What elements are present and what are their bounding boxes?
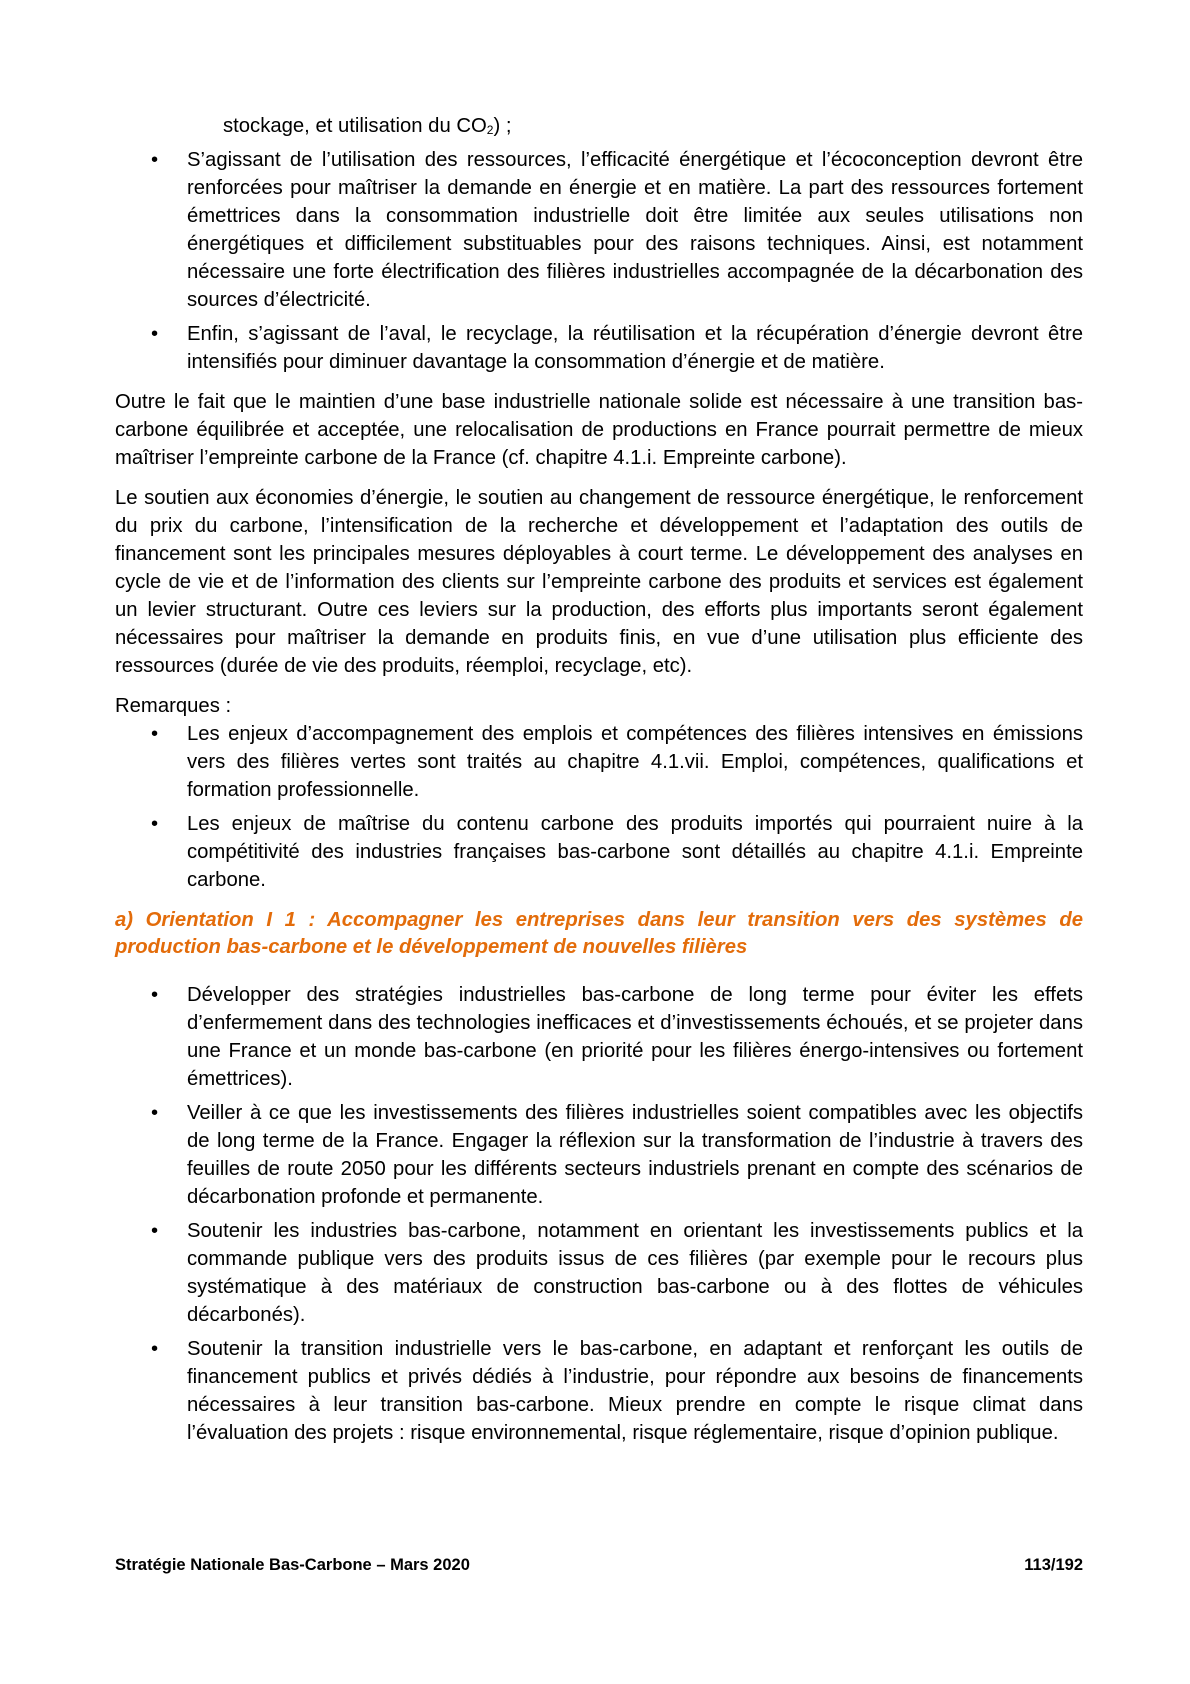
bullet-icon: • [151,723,159,745]
list-item [115,1099,1083,1211]
list-item-text: Les enjeux de maîtrise du contenu carbone des produits importés qui pourraient nuire à la compétitivité des industries françaises bas-carbone sont détaillés au chapitre 4.1.i. Empreinte carbone. [187,813,1083,891]
bullet-icon: • [151,323,159,345]
remarks-label: Remarques : [115,695,232,717]
page-footer [115,1556,1083,1575]
paragraph-measures: Le soutien aux économies d’énergie, le soutien au changement de ressource énergétique, le renforcement du prix du carbone, l’intensification de la recherche et développement et l’adaptation des outils de financement sont les principales mesures déployables à court terme. Le développement des analyses en cycle de vie et de l’information des clients sur l’empreinte carbone des produits et services est également un levier structurant. Outre ces leviers sur la production, des efforts plus importants seront également nécessaires pour maîtriser la demande en produits finis, en vue d’une utilisation plus efficiente des ressources (durée de vie des produits, réemploi, recyclage, etc). [115,487,1083,677]
subscript-2: 2 [486,123,494,137]
list-item [115,720,1083,804]
list-item-text: Les enjeux d’accompagnement des emplois et compétences des filières intensives en émissions vers des filières vertes sont traités au chapitre 4.1.vii. Emploi, compétences, qualifications et formation professionnelle. [187,723,1083,801]
section-heading: a) Orientation I 1 : Accompagner les entreprises dans leur transition vers des systèmes de production bas-carbone et le développement de nouvelles filières [115,909,1083,958]
footer-title: Stratégie Nationale Bas-Carbone – Mars 2020 [115,1556,470,1574]
continuation-line [115,112,1083,140]
bullet-icon: • [151,984,159,1007]
bullet-icon: • [151,813,159,835]
bullet-icon: • [151,1102,159,1125]
page-number: 113/192 [1024,1556,1083,1574]
bullet-icon: • [151,149,159,171]
continuation-text: stockage, et utilisation du CO [223,115,487,137]
bullet-list-orientation [115,981,1083,1447]
list-item [115,810,1083,894]
list-item-text: Soutenir les industries bas-carbone, notamment en orientant les investissements publics et la commande publique vers des produits issus de ces filières (par exemple pour le recours plus systématique à des matériaux de construction bas-carbone ou à des flottes de véhicules décarbonés). [187,1220,1083,1327]
list-item [115,981,1083,1093]
bullet-icon: • [151,1338,159,1361]
bullet-list-resources [115,146,1083,376]
list-item-text: S’agissant de l’utilisation des ressources, l’efficacité énergétique et l’écoconception devront être renforcées pour maîtriser la demande en énergie et en matière. La part des ressources fortement émettrices dans la consommation industrielle doit être limitée aux seules utilisations non énergétiques et difficilement substituables pour des raisons techniques. Ainsi, est notamment nécessaire une forte électrification des filières industrielles accompagnée de la décarbonation des sources d’électricité. [187,149,1083,311]
list-item [115,1335,1083,1447]
continuation-end: ) ; [493,115,512,137]
page-body [115,112,1083,1447]
list-item-text: Enfin, s’agissant de l’aval, le recyclage, la réutilisation et la récupération d’énergie devront être intensifiés pour diminuer davantage la consommation d’énergie et de matière. [187,323,1083,373]
bullet-icon: • [151,1220,159,1243]
list-item-text: Soutenir la transition industrielle vers le bas-carbone, en adaptant et renforçant les outils de financement publics et privés dédiés à l’industrie, pour répondre aux besoins de financements nécessaires à leur transition bas-carbone. Mieux prendre en compte le risque climat dans l’évaluation des projets : risque environnemental, risque réglementaire, risque d’opinion publique. [187,1338,1083,1445]
bullet-list-remarks [115,720,1083,894]
list-item [115,320,1083,376]
paragraph-relocalisation: Outre le fait que le maintien d’une base industrielle nationale solide est nécessaire à une transition bas-carbone équilibrée et acceptée, une relocalisation de productions en France pourrait permettre de mieux maîtriser l’empreinte carbone de la France (cf. chapitre 4.1.i. Empreinte carbone). [115,391,1083,469]
list-item [115,146,1083,314]
list-item-text: Veiller à ce que les investissements des filières industrielles soient compatibles avec les objectifs de long terme de la France. Engager la réflexion sur la transformation de l’industrie à travers des feuilles de route 2050 pour les différents secteurs industriels prenant en compte des scénarios de décarbonation profonde et permanente. [187,1102,1083,1209]
list-item [115,1217,1083,1329]
list-item-text: Développer des stratégies industrielles bas-carbone de long terme pour éviter les effets d’enfermement dans des technologies inefficaces et d’investissements échoués, et se projeter dans une France et un monde bas-carbone (en priorité pour les filières énergo-intensives ou fortement émettrices). [187,984,1083,1091]
